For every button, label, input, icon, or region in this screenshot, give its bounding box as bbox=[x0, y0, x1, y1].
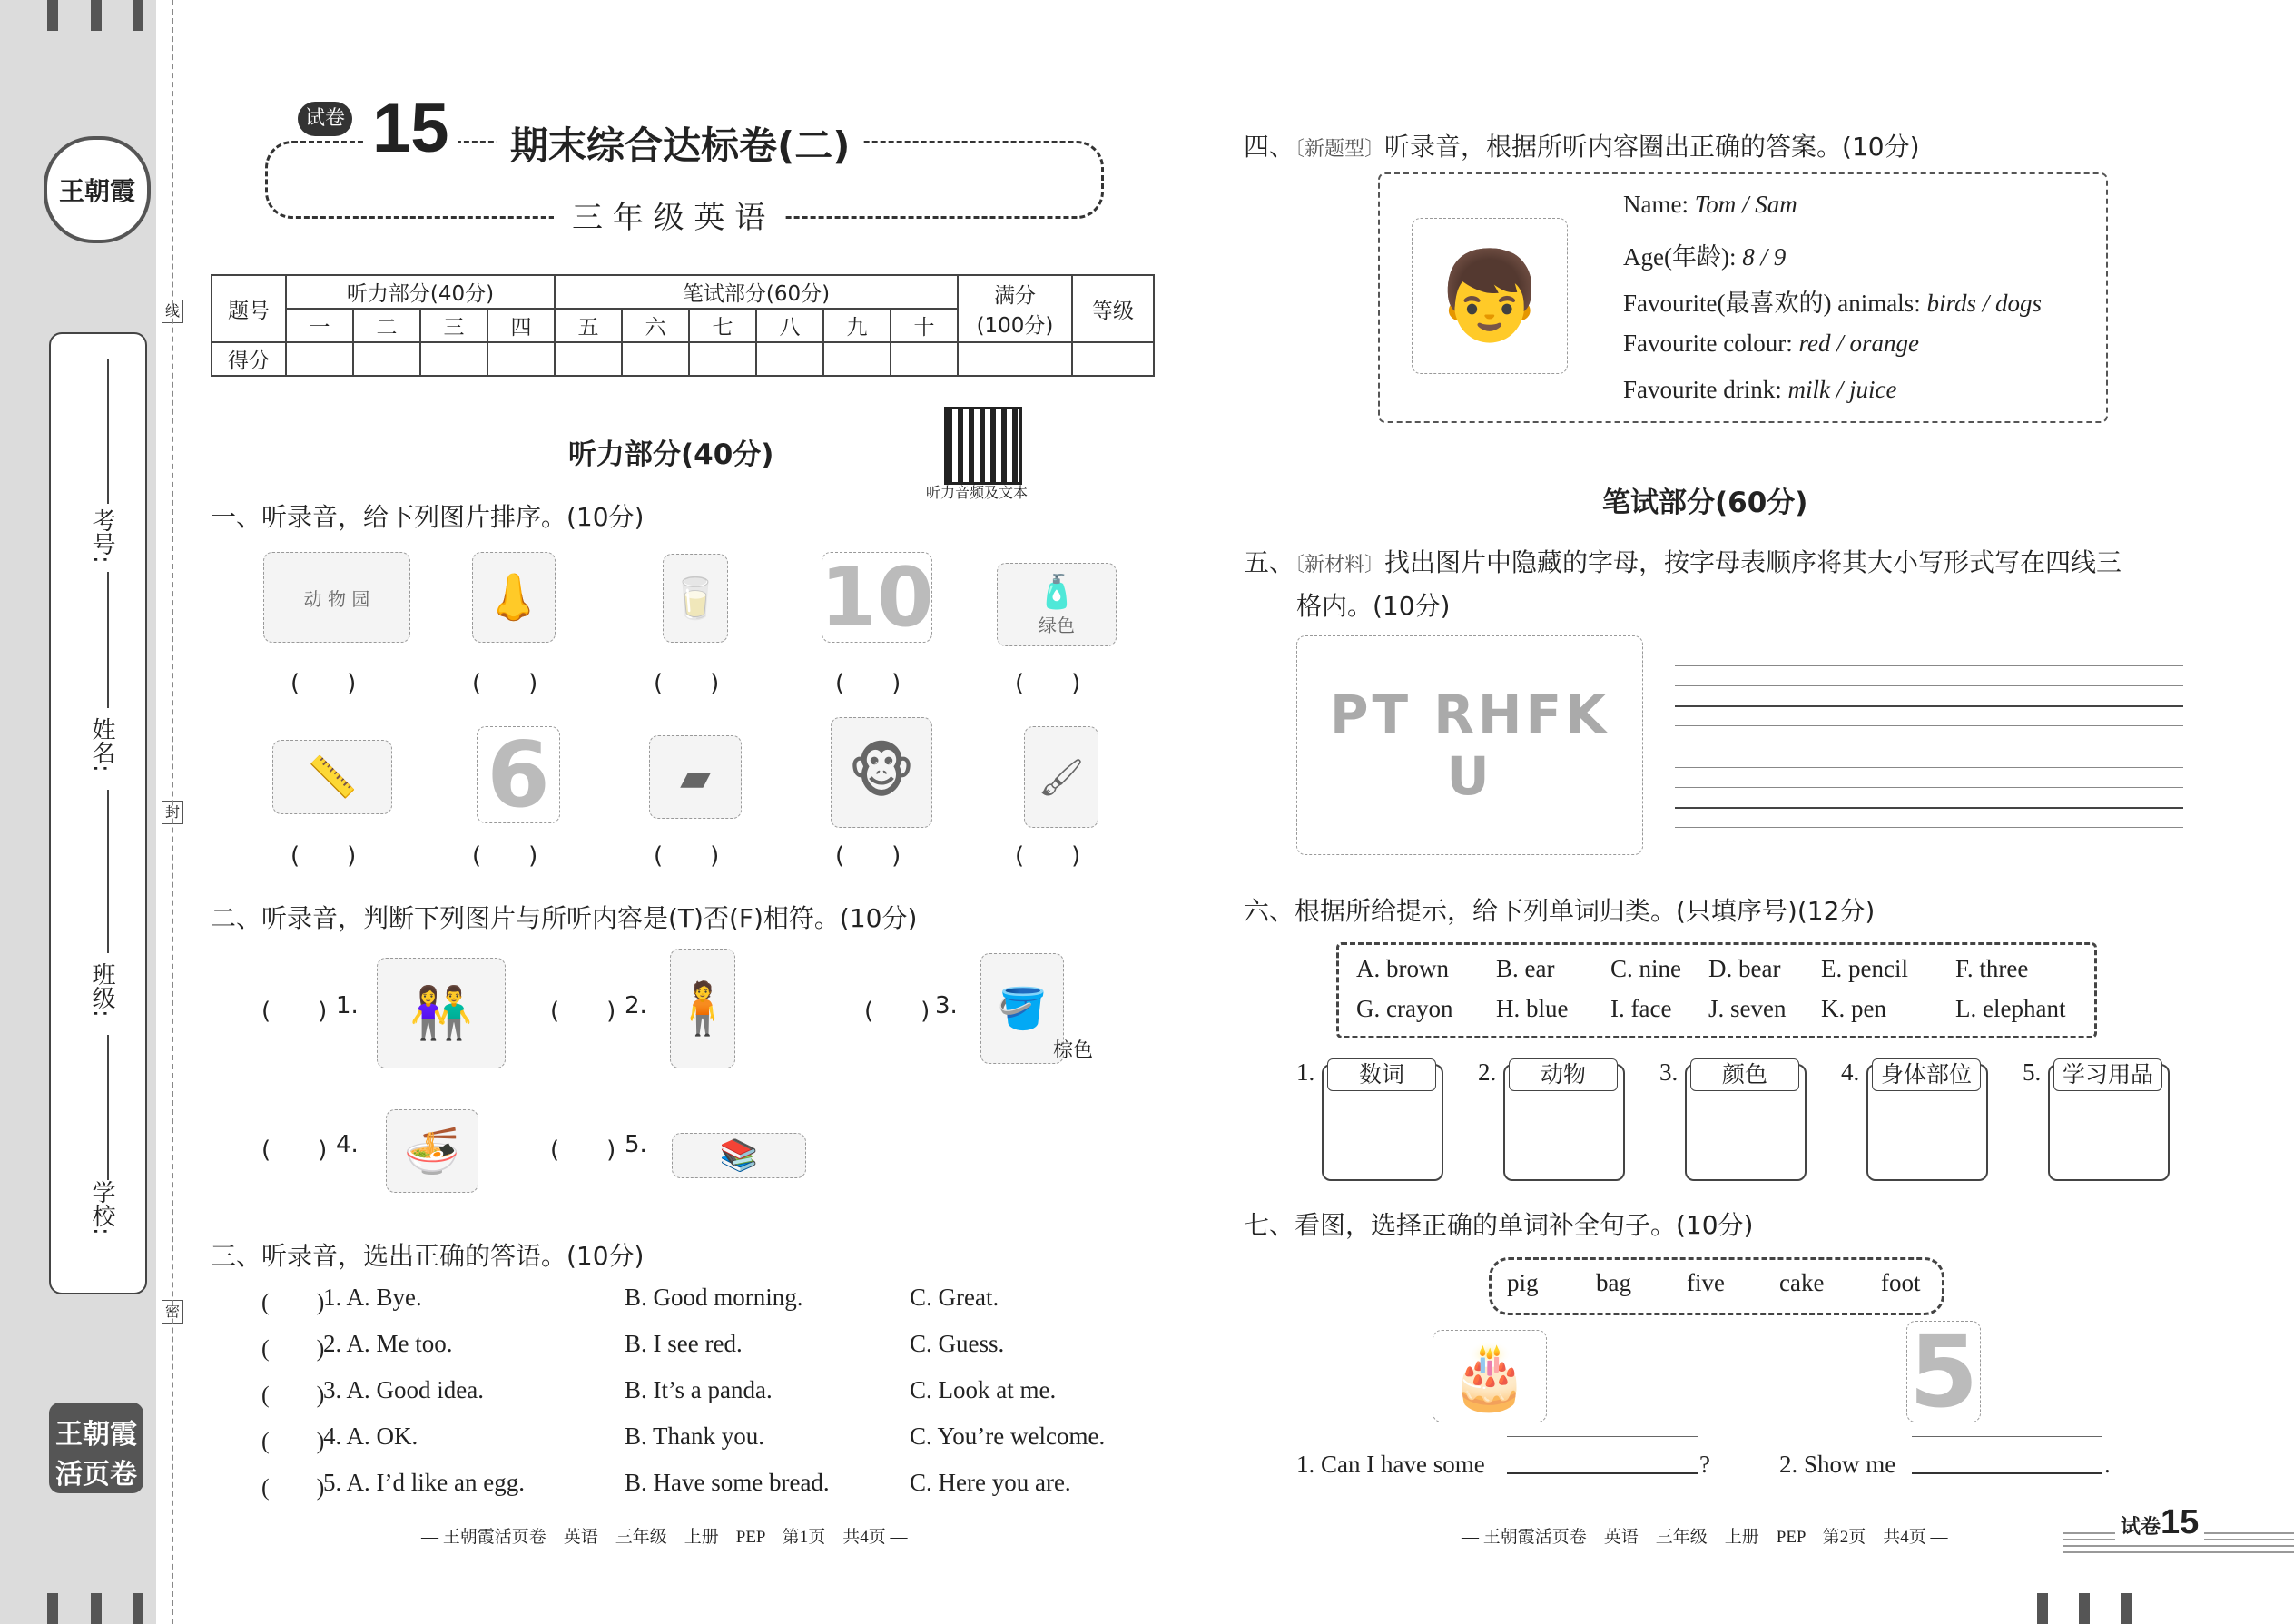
q2-item-2: 2. bbox=[625, 992, 647, 1019]
q4-drink-label: Favourite drink: bbox=[1623, 376, 1788, 403]
q6-word-j: J. seven bbox=[1708, 995, 1787, 1022]
exam-no-label: 考号: bbox=[88, 508, 115, 564]
writing-line[interactable] bbox=[1675, 705, 2183, 707]
q4-drink-value[interactable]: milk / juice bbox=[1787, 376, 1897, 403]
score-table-grade-label: 等级 bbox=[1072, 275, 1154, 342]
score-col-2: 二 bbox=[353, 309, 420, 342]
score-col-4: 四 bbox=[487, 309, 555, 342]
q7-word-pig: pig bbox=[1507, 1269, 1539, 1296]
q2-pic-1 bbox=[377, 958, 506, 1068]
score-table-title-label: 题号 bbox=[212, 275, 286, 342]
binding-tick bbox=[2121, 1593, 2132, 1624]
binding-tick bbox=[2037, 1593, 2048, 1624]
q1-pic-paint bbox=[1024, 726, 1098, 828]
q6-word-e: E. pencil bbox=[1821, 955, 1908, 982]
q3-2-a: 2. A. Me too. bbox=[323, 1330, 453, 1357]
q3-2-b: B. I see red. bbox=[625, 1330, 743, 1357]
q7-five-glyph: 5 bbox=[1908, 1314, 1979, 1430]
q3-title: 三、听录音，选出正确的答语。(10分) bbox=[211, 1241, 645, 1271]
q6-cat-2-num: 2. bbox=[1478, 1058, 1497, 1086]
writing-line[interactable] bbox=[1675, 725, 2183, 726]
writing-heading: 笔试部分(60分) bbox=[1602, 487, 1808, 519]
page-title: 期末综合达标卷(二) bbox=[497, 116, 862, 171]
score-col-3: 三 bbox=[420, 309, 487, 342]
q4-age-value[interactable]: 8 / 9 bbox=[1742, 243, 1787, 271]
exam-no-field[interactable] bbox=[107, 359, 109, 504]
q5-title-row bbox=[1244, 543, 2206, 579]
q4-title-row bbox=[1244, 127, 1920, 163]
q7-word-cake: cake bbox=[1779, 1269, 1825, 1296]
q7-s1-prefix: 1. Can I have some bbox=[1296, 1451, 1485, 1478]
q1-pic-six bbox=[477, 722, 560, 828]
binding-tick bbox=[47, 0, 58, 31]
q2-answer-5[interactable]: ( ) bbox=[550, 1137, 616, 1164]
q3-3-a: 3. A. Good idea. bbox=[323, 1376, 484, 1403]
paper-label: 试卷 bbox=[304, 107, 345, 130]
eraser-icon: ▰ bbox=[680, 753, 711, 801]
score-table-full-label: 满分 bbox=[994, 284, 1036, 308]
writing-line[interactable] bbox=[1675, 685, 2183, 686]
binding-tick bbox=[91, 0, 102, 31]
zoo-label: 动 物 园 bbox=[303, 587, 370, 610]
score-table-full-value: (100分) bbox=[976, 314, 1054, 338]
q3-5-c: C. Here you are. bbox=[910, 1469, 1071, 1496]
q1-pic-ten bbox=[820, 549, 934, 645]
q7-word-five: five bbox=[1687, 1269, 1725, 1296]
q2-title: 二、听录音，判断下列图片与所听内容是(T)否(F)相符。(10分) bbox=[211, 903, 918, 933]
q3-2-c: C. Guess. bbox=[910, 1330, 1005, 1357]
score-col-10: 十 bbox=[891, 309, 958, 342]
q7-word-bag: bag bbox=[1596, 1269, 1631, 1296]
q1-answer-1[interactable]: ( ) bbox=[290, 670, 357, 697]
q2-item-4: 4. bbox=[336, 1131, 359, 1158]
writing-line[interactable] bbox=[1675, 665, 2183, 666]
q6-category-box-5[interactable] bbox=[2048, 1061, 2170, 1181]
binding-tick bbox=[91, 1593, 102, 1624]
nose-icon: 👃 bbox=[485, 570, 543, 624]
binding-tick bbox=[2079, 1593, 2090, 1624]
paint-pour-icon: 🖌 bbox=[1038, 756, 1085, 799]
q1-answer-6[interactable]: ( ) bbox=[290, 842, 357, 870]
q3-answer-3[interactable]: ( ) bbox=[261, 1382, 325, 1408]
glass-icon: 🥛 bbox=[670, 576, 721, 622]
q7-s1-suffix: ? bbox=[1699, 1451, 1710, 1478]
q2-pic-2 bbox=[670, 949, 735, 1068]
q2-item-5: 5. bbox=[625, 1131, 647, 1158]
page-subtitle: 三 年 级 英 语 bbox=[554, 192, 783, 237]
q6-cat-2-label: 动物 bbox=[1509, 1058, 1618, 1091]
score-cell[interactable] bbox=[756, 342, 823, 376]
q1-pic-nose bbox=[472, 552, 556, 643]
q3-answer-1[interactable]: ( ) bbox=[261, 1289, 325, 1315]
q3-4-c: C. You’re welcome. bbox=[910, 1422, 1106, 1450]
score-table-writing-head: 笔试部分(60分) bbox=[555, 275, 958, 309]
noodle-bowl-icon: 🍜 bbox=[403, 1124, 461, 1177]
writing-line[interactable] bbox=[1675, 807, 2183, 809]
q6-word-b: B. ear bbox=[1496, 955, 1555, 982]
q2-item-3: 3. bbox=[935, 992, 958, 1019]
q5-prefix: 五、 bbox=[1244, 547, 1295, 577]
q4-animals-value[interactable]: birds / dogs bbox=[1926, 290, 2042, 317]
score-cell[interactable] bbox=[891, 342, 958, 376]
q6-word-c: C. nine bbox=[1610, 955, 1681, 982]
writing-line[interactable] bbox=[1675, 787, 2183, 788]
q3-3-b: B. It’s a panda. bbox=[625, 1376, 773, 1403]
listening-heading: 听力部分(40分) bbox=[568, 438, 774, 471]
cake-icon: 🎂 bbox=[1450, 1338, 1530, 1413]
score-col-1: 一 bbox=[286, 309, 353, 342]
q1-answer-8[interactable]: ( ) bbox=[654, 842, 720, 870]
q2-answer-4[interactable]: ( ) bbox=[261, 1137, 328, 1164]
score-cell[interactable] bbox=[823, 342, 891, 376]
side-logo bbox=[49, 1403, 143, 1493]
q4-animals-label: Favourite(最喜欢的) animals: bbox=[1623, 290, 1927, 317]
seal-char-seal: 封 bbox=[162, 801, 183, 824]
q6-cat-4-label: 身体部位 bbox=[1872, 1058, 1981, 1091]
q7-five-picture bbox=[1906, 1314, 1981, 1430]
q6-title: 六、根据所给提示，给下列单词归类。(只填序号)(12分) bbox=[1244, 896, 1876, 926]
boy-pointing-icon: 👦 bbox=[1435, 244, 1544, 347]
q3-5-a: 5. A. I’d like an egg. bbox=[323, 1469, 525, 1496]
score-col-9: 九 bbox=[823, 309, 891, 342]
q6-word-a: A. brown bbox=[1356, 955, 1449, 982]
q6-cat-1-label: 数词 bbox=[1327, 1058, 1436, 1091]
q4-line-colour bbox=[1623, 330, 1919, 358]
score-cell[interactable] bbox=[622, 342, 689, 376]
q1-pic-ruler bbox=[272, 740, 392, 814]
q7-s1-line[interactable] bbox=[1507, 1472, 1698, 1474]
ten-glyph: 10 bbox=[820, 549, 934, 645]
q6-cat-3-label: 颜色 bbox=[1690, 1058, 1799, 1091]
q6-category-box-1[interactable] bbox=[1322, 1061, 1443, 1181]
paper-number: 15 bbox=[363, 89, 458, 168]
children-icon: 👫 bbox=[409, 984, 473, 1043]
brown-label: 棕色 bbox=[1053, 1039, 1094, 1062]
writing-line[interactable] bbox=[1675, 827, 2183, 828]
score-cell[interactable] bbox=[420, 342, 487, 376]
q3-answer-5[interactable]: ( ) bbox=[261, 1474, 325, 1501]
q6-word-i: I. face bbox=[1610, 995, 1672, 1022]
footer-right: — 王朝霞活页卷 英语 三年级 上册 PEP 第2页 共4页 — bbox=[1462, 1528, 1948, 1547]
q4-boy-picture bbox=[1412, 218, 1568, 374]
score-table-listening-head: 听力部分(40分) bbox=[286, 275, 555, 309]
score-col-6: 六 bbox=[622, 309, 689, 342]
q1-answer-3[interactable]: ( ) bbox=[654, 670, 720, 697]
corner-number: 15 bbox=[2161, 1503, 2200, 1541]
q3-answer-4[interactable]: ( ) bbox=[261, 1428, 325, 1454]
monkey-icon: 🐵 bbox=[848, 739, 915, 806]
q3-1-a: 1. A. Bye. bbox=[323, 1284, 422, 1311]
q6-category-box-2[interactable] bbox=[1503, 1061, 1625, 1181]
q6-category-box-3[interactable] bbox=[1685, 1061, 1807, 1181]
q5-hidden-letters-art bbox=[1296, 635, 1643, 855]
score-table bbox=[211, 274, 1155, 377]
q6-cat-4-num: 4. bbox=[1841, 1058, 1860, 1086]
q2-item-1: 1. bbox=[336, 992, 359, 1019]
q4-name-label: Name: bbox=[1623, 191, 1695, 218]
boy-icon: 🧍 bbox=[671, 979, 734, 1038]
name-field[interactable] bbox=[107, 790, 109, 953]
q6-word-h: H. blue bbox=[1496, 995, 1569, 1022]
footer-left: — 王朝霞活页卷 英语 三年级 上册 PEP 第1页 共4页 — bbox=[421, 1528, 908, 1547]
q5-tag: 〔新材料〕 bbox=[1295, 554, 1385, 576]
q7-s2-prefix: 2. Show me bbox=[1779, 1451, 1896, 1478]
class-field[interactable] bbox=[107, 1035, 109, 1180]
qr-caption: 听力音频及文本 bbox=[926, 484, 1029, 501]
q2-pic-5 bbox=[672, 1133, 806, 1178]
q1-pic-eraser bbox=[649, 735, 742, 819]
school-label: 学校: bbox=[88, 1180, 115, 1235]
side-logo-line1: 王朝霞 bbox=[55, 1419, 137, 1451]
binding-tick bbox=[47, 1593, 58, 1624]
q6-cat-1-num: 1. bbox=[1296, 1058, 1315, 1086]
q3-4-a: 4. A. OK. bbox=[323, 1422, 418, 1450]
q1-answer-4[interactable]: ( ) bbox=[835, 670, 901, 697]
q5-title-2: 格内。(10分) bbox=[1296, 591, 1451, 621]
q1-answer-5[interactable]: ( ) bbox=[1015, 670, 1081, 697]
score-cell[interactable] bbox=[353, 342, 420, 376]
score-table-full bbox=[958, 275, 1072, 342]
seal-char-secret: 密 bbox=[162, 1300, 183, 1324]
q6-cat-5-label: 学习用品 bbox=[2053, 1058, 2162, 1091]
q5-art-letters: PT RHFK U bbox=[1329, 684, 1610, 807]
green-label: 绿色 bbox=[1039, 614, 1075, 636]
class-label: 班级: bbox=[88, 962, 115, 1018]
corner-marker bbox=[2115, 1503, 2204, 1542]
qr-code[interactable] bbox=[944, 407, 1022, 485]
score-cell[interactable] bbox=[487, 342, 555, 376]
score-cell[interactable] bbox=[286, 342, 353, 376]
seal-char-line: 线 bbox=[162, 300, 183, 323]
binding-tick bbox=[133, 0, 143, 31]
q1-pic-glass bbox=[663, 554, 728, 643]
q1-answer-2[interactable]: ( ) bbox=[472, 670, 538, 697]
q4-title: 听录音，根据所听内容圈出正确的答案。(10分) bbox=[1384, 132, 1920, 162]
score-cell[interactable] bbox=[555, 342, 622, 376]
q4-line-name bbox=[1623, 191, 1797, 219]
writing-line[interactable] bbox=[1675, 767, 2183, 768]
books-icon: 📚 bbox=[719, 1137, 759, 1174]
q1-pic-zoo bbox=[263, 552, 410, 643]
q3-4-b: B. Thank you. bbox=[625, 1422, 764, 1450]
q6-word-d: D. bear bbox=[1708, 955, 1781, 982]
q1-answer-10[interactable]: ( ) bbox=[1015, 842, 1081, 870]
q3-3-c: C. Look at me. bbox=[910, 1376, 1057, 1403]
q1-answer-7[interactable]: ( ) bbox=[472, 842, 538, 870]
q2-answer-1[interactable]: ( ) bbox=[261, 998, 328, 1025]
q1-pic-monkey bbox=[831, 717, 932, 828]
paint-tube-icon: 🧴 bbox=[1036, 573, 1078, 611]
score-cell[interactable] bbox=[1072, 342, 1154, 376]
corner-label: 试卷 bbox=[2121, 1516, 2161, 1539]
q1-answer-9[interactable]: ( ) bbox=[835, 842, 901, 870]
q4-colour-label: Favourite colour: bbox=[1623, 330, 1799, 357]
q7-s2-suffix: . bbox=[2104, 1451, 2111, 1478]
q4-name-value[interactable]: Tom / Sam bbox=[1694, 191, 1797, 218]
score-cell[interactable] bbox=[689, 342, 756, 376]
paint-bucket-icon: 🪣 bbox=[997, 986, 1048, 1032]
q6-word-g: G. crayon bbox=[1356, 995, 1453, 1022]
side-logo-line2: 活页卷 bbox=[55, 1459, 137, 1491]
q4-colour-value[interactable]: red / orange bbox=[1798, 330, 1919, 357]
score-col-5: 五 bbox=[555, 309, 622, 342]
q6-cat-5-num: 5. bbox=[2023, 1058, 2042, 1086]
q7-cake-picture bbox=[1433, 1330, 1547, 1422]
q7-title: 七、看图，选择正确的单词补全句子。(10分) bbox=[1244, 1210, 1754, 1240]
q1-title: 一、听录音，给下列图片排序。(10分) bbox=[211, 502, 645, 532]
name-label: 姓名: bbox=[88, 717, 115, 773]
exam-no-field-2[interactable] bbox=[107, 572, 109, 708]
student-info-box bbox=[49, 332, 147, 1294]
score-col-8: 八 bbox=[756, 309, 823, 342]
q7-s2-line[interactable] bbox=[1912, 1472, 2102, 1474]
q3-5-b: B. Have some bread. bbox=[625, 1469, 830, 1496]
q6-word-k: K. pen bbox=[1821, 995, 1886, 1022]
score-cell[interactable] bbox=[958, 342, 1072, 376]
six-glyph: 6 bbox=[487, 722, 550, 828]
cut-line bbox=[172, 0, 173, 1624]
q4-age-label: Age(年龄): bbox=[1623, 243, 1743, 271]
q6-cat-3-num: 3. bbox=[1659, 1058, 1679, 1086]
q7-word-foot: foot bbox=[1881, 1269, 1921, 1296]
brand-logo-text: 王朝霞 bbox=[58, 176, 135, 206]
q3-1-c: C. Great. bbox=[910, 1284, 999, 1311]
q3-1-b: B. Good morning. bbox=[625, 1284, 803, 1311]
q4-line-drink bbox=[1623, 376, 1896, 404]
binding-tick bbox=[133, 1593, 143, 1624]
q2-pic-3 bbox=[980, 953, 1064, 1064]
q7-s2-line[interactable] bbox=[1912, 1436, 2102, 1437]
q1-pic-green bbox=[997, 563, 1117, 646]
q2-answer-3[interactable]: ( ) bbox=[864, 998, 930, 1025]
brand-logo bbox=[44, 136, 151, 243]
q4-line-animals bbox=[1623, 283, 2042, 319]
q7-s1-line[interactable] bbox=[1507, 1436, 1698, 1437]
q6-category-box-4[interactable] bbox=[1866, 1061, 1988, 1181]
q2-answer-2[interactable]: ( ) bbox=[550, 998, 616, 1025]
q4-tag: 〔新题型〕 bbox=[1295, 138, 1385, 161]
score-table-score-label: 得分 bbox=[212, 342, 286, 376]
q4-line-age bbox=[1623, 237, 1786, 272]
ruler-icon: 📏 bbox=[307, 754, 358, 801]
q4-prefix: 四、 bbox=[1244, 132, 1295, 162]
q3-answer-2[interactable]: ( ) bbox=[261, 1335, 325, 1362]
q6-word-l: L. elephant bbox=[1955, 995, 2066, 1022]
score-col-7: 七 bbox=[689, 309, 756, 342]
paper-label-badge bbox=[298, 102, 352, 136]
q2-pic-4 bbox=[386, 1109, 478, 1193]
q5-title-1: 找出图片中隐藏的字母，按字母表顺序将其大小写形式写在四线三 bbox=[1384, 547, 2122, 577]
q6-word-f: F. three bbox=[1955, 955, 2029, 982]
